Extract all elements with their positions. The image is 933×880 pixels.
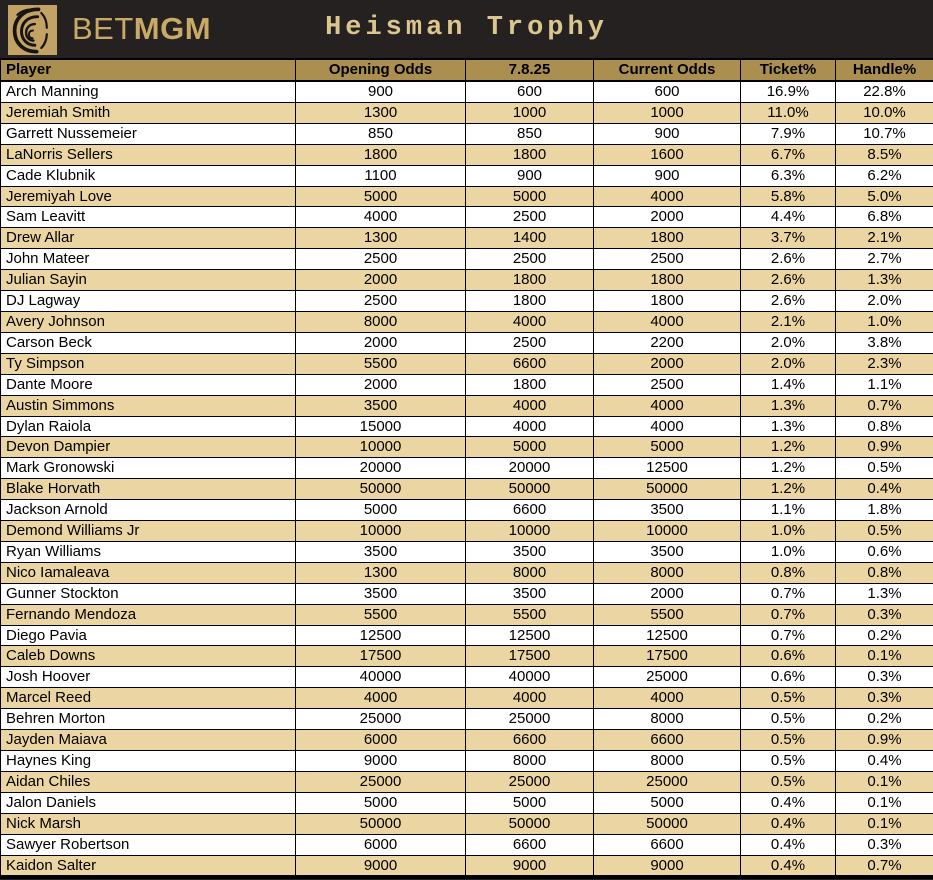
handle-pct-cell: 3.8% xyxy=(836,332,933,353)
handle-pct-cell: 0.3% xyxy=(836,667,933,688)
player-name-cell: Devon Dampier xyxy=(1,437,296,458)
ticket-pct-cell: 5.8% xyxy=(741,186,836,207)
handle-pct-cell: 0.7% xyxy=(836,855,933,876)
ticket-pct-cell: 1.0% xyxy=(741,521,836,542)
opening-odds-cell: 2000 xyxy=(296,374,466,395)
handle-pct-cell: 0.3% xyxy=(836,688,933,709)
opening-odds-cell: 2500 xyxy=(296,249,466,270)
opening-odds-cell: 3500 xyxy=(296,395,466,416)
table-row xyxy=(1,144,933,165)
betmgm-wordmark xyxy=(72,0,211,58)
opening-odds-cell: 12500 xyxy=(296,625,466,646)
mid-odds-cell: 850 xyxy=(466,123,594,144)
handle-pct-cell: 0.4% xyxy=(836,479,933,500)
ticket-pct-cell: 3.7% xyxy=(741,228,836,249)
ticket-pct-cell: 2.1% xyxy=(741,311,836,332)
current-odds-cell: 25000 xyxy=(594,667,741,688)
current-odds-cell: 8000 xyxy=(594,751,741,772)
mid-odds-cell: 17500 xyxy=(466,646,594,667)
handle-pct-cell: 0.3% xyxy=(836,834,933,855)
table-row xyxy=(1,688,933,709)
opening-odds-cell: 9000 xyxy=(296,751,466,772)
bottom-border xyxy=(0,876,933,879)
ticket-pct-cell: 6.7% xyxy=(741,144,836,165)
table-row xyxy=(1,228,933,249)
table-row xyxy=(1,249,933,270)
ticket-pct-cell: 0.7% xyxy=(741,604,836,625)
mid-odds-cell: 1400 xyxy=(466,228,594,249)
current-odds-cell: 5000 xyxy=(594,437,741,458)
page-title: Heisman Trophy xyxy=(325,13,608,43)
mid-odds-cell: 4000 xyxy=(466,688,594,709)
column-header-handle-pct: Handle% xyxy=(836,59,933,81)
handle-pct-cell: 0.1% xyxy=(836,792,933,813)
table-row xyxy=(1,792,933,813)
column-header-current-odds: Current Odds xyxy=(594,59,741,81)
opening-odds-cell: 4000 xyxy=(296,207,466,228)
handle-pct-cell: 6.8% xyxy=(836,207,933,228)
ticket-pct-cell: 1.2% xyxy=(741,437,836,458)
current-odds-cell: 2200 xyxy=(594,332,741,353)
handle-pct-cell: 0.9% xyxy=(836,730,933,751)
player-name-cell: Fernando Mendoza xyxy=(1,604,296,625)
ticket-pct-cell: 0.5% xyxy=(741,771,836,792)
table-row xyxy=(1,583,933,604)
player-name-cell: Jayden Maiava xyxy=(1,730,296,751)
table-row xyxy=(1,771,933,792)
opening-odds-cell: 3500 xyxy=(296,541,466,562)
ticket-pct-cell: 1.4% xyxy=(741,374,836,395)
player-name-cell: Marcel Reed xyxy=(1,688,296,709)
player-name-cell: Gunner Stockton xyxy=(1,583,296,604)
current-odds-cell: 4000 xyxy=(594,186,741,207)
wordmark-mgm: MGM xyxy=(133,11,212,46)
mid-odds-cell: 1800 xyxy=(466,291,594,312)
ticket-pct-cell: 0.6% xyxy=(741,667,836,688)
opening-odds-cell: 2000 xyxy=(296,270,466,291)
ticket-pct-cell: 1.2% xyxy=(741,458,836,479)
handle-pct-cell: 10.0% xyxy=(836,102,933,123)
opening-odds-cell: 25000 xyxy=(296,709,466,730)
opening-odds-cell: 5000 xyxy=(296,186,466,207)
opening-odds-cell: 900 xyxy=(296,81,466,102)
opening-odds-cell: 850 xyxy=(296,123,466,144)
handle-pct-cell: 0.6% xyxy=(836,541,933,562)
mid-odds-cell: 4000 xyxy=(466,311,594,332)
opening-odds-cell: 1300 xyxy=(296,228,466,249)
ticket-pct-cell: 0.5% xyxy=(741,709,836,730)
table-row xyxy=(1,646,933,667)
handle-pct-cell: 0.3% xyxy=(836,604,933,625)
handle-pct-cell: 1.8% xyxy=(836,500,933,521)
mid-odds-cell: 8000 xyxy=(466,562,594,583)
table-row xyxy=(1,458,933,479)
opening-odds-cell: 5500 xyxy=(296,353,466,374)
table-row xyxy=(1,604,933,625)
ticket-pct-cell: 0.4% xyxy=(741,813,836,834)
handle-pct-cell: 2.0% xyxy=(836,291,933,312)
player-name-cell: Nico Iamaleava xyxy=(1,562,296,583)
handle-pct-cell: 0.2% xyxy=(836,709,933,730)
player-name-cell: Julian Sayin xyxy=(1,270,296,291)
opening-odds-cell: 50000 xyxy=(296,813,466,834)
current-odds-cell: 1600 xyxy=(594,144,741,165)
mid-odds-cell: 6600 xyxy=(466,730,594,751)
handle-pct-cell: 8.5% xyxy=(836,144,933,165)
handle-pct-cell: 22.8% xyxy=(836,81,933,102)
handle-pct-cell: 0.1% xyxy=(836,771,933,792)
player-name-cell: Jalon Daniels xyxy=(1,792,296,813)
opening-odds-cell: 25000 xyxy=(296,771,466,792)
column-header-mid-odds: 7.8.25 xyxy=(466,59,594,81)
table-row xyxy=(1,186,933,207)
table-row xyxy=(1,332,933,353)
handle-pct-cell: 2.7% xyxy=(836,249,933,270)
mid-odds-cell: 4000 xyxy=(466,416,594,437)
opening-odds-cell: 17500 xyxy=(296,646,466,667)
ticket-pct-cell: 11.0% xyxy=(741,102,836,123)
current-odds-cell: 25000 xyxy=(594,771,741,792)
ticket-pct-cell: 4.4% xyxy=(741,207,836,228)
current-odds-cell: 3500 xyxy=(594,541,741,562)
column-header-player: Player xyxy=(1,59,296,81)
ticket-pct-cell: 0.6% xyxy=(741,646,836,667)
table-row xyxy=(1,813,933,834)
handle-pct-cell: 1.3% xyxy=(836,270,933,291)
current-odds-cell: 5500 xyxy=(594,604,741,625)
current-odds-cell: 1800 xyxy=(594,228,741,249)
handle-pct-cell: 0.5% xyxy=(836,521,933,542)
current-odds-cell: 1800 xyxy=(594,270,741,291)
current-odds-cell: 6600 xyxy=(594,834,741,855)
opening-odds-cell: 20000 xyxy=(296,458,466,479)
handle-pct-cell: 1.1% xyxy=(836,374,933,395)
mid-odds-cell: 1800 xyxy=(466,144,594,165)
current-odds-cell: 900 xyxy=(594,165,741,186)
mid-odds-cell: 10000 xyxy=(466,521,594,542)
ticket-pct-cell: 1.3% xyxy=(741,395,836,416)
ticket-pct-cell: 6.3% xyxy=(741,165,836,186)
player-name-cell: Nick Marsh xyxy=(1,813,296,834)
ticket-pct-cell: 2.0% xyxy=(741,353,836,374)
ticket-pct-cell: 16.9% xyxy=(741,81,836,102)
opening-odds-cell: 6000 xyxy=(296,834,466,855)
table-row xyxy=(1,479,933,500)
ticket-pct-cell: 2.6% xyxy=(741,291,836,312)
current-odds-cell: 4000 xyxy=(594,688,741,709)
current-odds-cell: 4000 xyxy=(594,416,741,437)
player-name-cell: Cade Klubnik xyxy=(1,165,296,186)
handle-pct-cell: 0.1% xyxy=(836,646,933,667)
opening-odds-cell: 5000 xyxy=(296,792,466,813)
player-name-cell: Blake Horvath xyxy=(1,479,296,500)
mid-odds-cell: 8000 xyxy=(466,751,594,772)
player-name-cell: Haynes King xyxy=(1,751,296,772)
player-name-cell: Jeremiyah Love xyxy=(1,186,296,207)
mid-odds-cell: 9000 xyxy=(466,855,594,876)
opening-odds-cell: 10000 xyxy=(296,437,466,458)
table-header-row xyxy=(1,59,933,81)
table-row xyxy=(1,81,933,102)
ticket-pct-cell: 1.1% xyxy=(741,500,836,521)
opening-odds-cell: 1100 xyxy=(296,165,466,186)
heisman-odds-table xyxy=(0,58,933,876)
mid-odds-cell: 25000 xyxy=(466,709,594,730)
opening-odds-cell: 15000 xyxy=(296,416,466,437)
current-odds-cell: 3500 xyxy=(594,500,741,521)
ticket-pct-cell: 0.7% xyxy=(741,625,836,646)
table-row xyxy=(1,500,933,521)
mid-odds-cell: 3500 xyxy=(466,583,594,604)
table-row xyxy=(1,353,933,374)
current-odds-cell: 2500 xyxy=(594,249,741,270)
mid-odds-cell: 4000 xyxy=(466,395,594,416)
table-body xyxy=(1,81,933,876)
opening-odds-cell: 8000 xyxy=(296,311,466,332)
ticket-pct-cell: 2.0% xyxy=(741,332,836,353)
current-odds-cell: 12500 xyxy=(594,458,741,479)
mid-odds-cell: 6600 xyxy=(466,500,594,521)
player-name-cell: Dylan Raiola xyxy=(1,416,296,437)
ticket-pct-cell: 2.6% xyxy=(741,249,836,270)
table-row xyxy=(1,270,933,291)
table-row xyxy=(1,625,933,646)
handle-pct-cell: 0.9% xyxy=(836,437,933,458)
current-odds-cell: 1000 xyxy=(594,102,741,123)
handle-pct-cell: 6.2% xyxy=(836,165,933,186)
table-row xyxy=(1,311,933,332)
opening-odds-cell: 3500 xyxy=(296,583,466,604)
ticket-pct-cell: 1.3% xyxy=(741,416,836,437)
player-name-cell: Sawyer Robertson xyxy=(1,834,296,855)
opening-odds-cell: 9000 xyxy=(296,855,466,876)
current-odds-cell: 2500 xyxy=(594,374,741,395)
handle-pct-cell: 0.1% xyxy=(836,813,933,834)
mid-odds-cell: 3500 xyxy=(466,541,594,562)
player-name-cell: John Mateer xyxy=(1,249,296,270)
current-odds-cell: 8000 xyxy=(594,562,741,583)
opening-odds-cell: 2500 xyxy=(296,291,466,312)
player-name-cell: Garrett Nussemeier xyxy=(1,123,296,144)
handle-pct-cell: 0.8% xyxy=(836,562,933,583)
header-row xyxy=(1,59,933,81)
current-odds-cell: 50000 xyxy=(594,479,741,500)
opening-odds-cell: 1300 xyxy=(296,102,466,123)
ticket-pct-cell: 1.0% xyxy=(741,541,836,562)
current-odds-cell: 5000 xyxy=(594,792,741,813)
current-odds-cell: 9000 xyxy=(594,855,741,876)
ticket-pct-cell: 0.5% xyxy=(741,730,836,751)
table-row xyxy=(1,291,933,312)
table-row xyxy=(1,541,933,562)
ticket-pct-cell: 0.5% xyxy=(741,688,836,709)
current-odds-cell: 50000 xyxy=(594,813,741,834)
table-row xyxy=(1,437,933,458)
ticket-pct-cell: 0.8% xyxy=(741,562,836,583)
handle-pct-cell: 0.8% xyxy=(836,416,933,437)
player-name-cell: Dante Moore xyxy=(1,374,296,395)
player-name-cell: Demond Williams Jr xyxy=(1,521,296,542)
current-odds-cell: 17500 xyxy=(594,646,741,667)
current-odds-cell: 2000 xyxy=(594,207,741,228)
handle-pct-cell: 2.3% xyxy=(836,353,933,374)
mid-odds-cell: 1000 xyxy=(466,102,594,123)
player-name-cell: Caleb Downs xyxy=(1,646,296,667)
player-name-cell: Ryan Williams xyxy=(1,541,296,562)
handle-pct-cell: 2.1% xyxy=(836,228,933,249)
ticket-pct-cell: 0.4% xyxy=(741,834,836,855)
current-odds-cell: 600 xyxy=(594,81,741,102)
column-header-opening-odds: Opening Odds xyxy=(296,59,466,81)
current-odds-cell: 4000 xyxy=(594,395,741,416)
opening-odds-cell: 5000 xyxy=(296,500,466,521)
table-row xyxy=(1,562,933,583)
current-odds-cell: 6600 xyxy=(594,730,741,751)
current-odds-cell: 12500 xyxy=(594,625,741,646)
table-row xyxy=(1,730,933,751)
ticket-pct-cell: 0.5% xyxy=(741,751,836,772)
current-odds-cell: 1800 xyxy=(594,291,741,312)
table-row xyxy=(1,834,933,855)
mid-odds-cell: 900 xyxy=(466,165,594,186)
player-name-cell: Sam Leavitt xyxy=(1,207,296,228)
opening-odds-cell: 1800 xyxy=(296,144,466,165)
current-odds-cell: 2000 xyxy=(594,353,741,374)
player-name-cell: Josh Hoover xyxy=(1,667,296,688)
column-header-ticket-pct: Ticket% xyxy=(741,59,836,81)
player-name-cell: Arch Manning xyxy=(1,81,296,102)
handle-pct-cell: 1.3% xyxy=(836,583,933,604)
handle-pct-cell: 1.0% xyxy=(836,311,933,332)
table-row xyxy=(1,521,933,542)
table-row xyxy=(1,709,933,730)
opening-odds-cell: 5500 xyxy=(296,604,466,625)
ticket-pct-cell: 0.4% xyxy=(741,792,836,813)
player-name-cell: Diego Pavia xyxy=(1,625,296,646)
mid-odds-cell: 600 xyxy=(466,81,594,102)
table-row xyxy=(1,751,933,772)
player-name-cell: LaNorris Sellers xyxy=(1,144,296,165)
mid-odds-cell: 5000 xyxy=(466,792,594,813)
opening-odds-cell: 2000 xyxy=(296,332,466,353)
player-name-cell: Kaidon Salter xyxy=(1,855,296,876)
mid-odds-cell: 25000 xyxy=(466,771,594,792)
mid-odds-cell: 50000 xyxy=(466,813,594,834)
player-name-cell: DJ Lagway xyxy=(1,291,296,312)
current-odds-cell: 2000 xyxy=(594,583,741,604)
opening-odds-cell: 1300 xyxy=(296,562,466,583)
wordmark-bet: BET xyxy=(72,11,134,46)
mid-odds-cell: 2500 xyxy=(466,207,594,228)
mid-odds-cell: 2500 xyxy=(466,249,594,270)
ticket-pct-cell: 0.7% xyxy=(741,583,836,604)
current-odds-cell: 10000 xyxy=(594,521,741,542)
opening-odds-cell: 40000 xyxy=(296,667,466,688)
opening-odds-cell: 4000 xyxy=(296,688,466,709)
ticket-pct-cell: 7.9% xyxy=(741,123,836,144)
mid-odds-cell: 5000 xyxy=(466,186,594,207)
table-row xyxy=(1,102,933,123)
player-name-cell: Ty Simpson xyxy=(1,353,296,374)
ticket-pct-cell: 0.4% xyxy=(741,855,836,876)
player-name-cell: Behren Morton xyxy=(1,709,296,730)
mid-odds-cell: 12500 xyxy=(466,625,594,646)
mid-odds-cell: 50000 xyxy=(466,479,594,500)
mid-odds-cell: 40000 xyxy=(466,667,594,688)
handle-pct-cell: 10.7% xyxy=(836,123,933,144)
current-odds-cell: 4000 xyxy=(594,311,741,332)
brand-header xyxy=(0,0,933,58)
mid-odds-cell: 1800 xyxy=(466,374,594,395)
table-row xyxy=(1,374,933,395)
mid-odds-cell: 20000 xyxy=(466,458,594,479)
player-name-cell: Carson Beck xyxy=(1,332,296,353)
opening-odds-cell: 10000 xyxy=(296,521,466,542)
player-name-cell: Jackson Arnold xyxy=(1,500,296,521)
handle-pct-cell: 5.0% xyxy=(836,186,933,207)
mid-odds-cell: 1800 xyxy=(466,270,594,291)
handle-pct-cell: 0.4% xyxy=(836,751,933,772)
opening-odds-cell: 50000 xyxy=(296,479,466,500)
player-name-cell: Avery Johnson xyxy=(1,311,296,332)
handle-pct-cell: 0.2% xyxy=(836,625,933,646)
player-name-cell: Jeremiah Smith xyxy=(1,102,296,123)
handle-pct-cell: 0.7% xyxy=(836,395,933,416)
table-row xyxy=(1,667,933,688)
ticket-pct-cell: 2.6% xyxy=(741,270,836,291)
ticket-pct-cell: 1.2% xyxy=(741,479,836,500)
player-name-cell: Mark Gronowski xyxy=(1,458,296,479)
table-row xyxy=(1,123,933,144)
opening-odds-cell: 6000 xyxy=(296,730,466,751)
mid-odds-cell: 6600 xyxy=(466,834,594,855)
current-odds-cell: 8000 xyxy=(594,709,741,730)
player-name-cell: Drew Allar xyxy=(1,228,296,249)
mid-odds-cell: 2500 xyxy=(466,332,594,353)
mid-odds-cell: 6600 xyxy=(466,353,594,374)
player-name-cell: Austin Simmons xyxy=(1,395,296,416)
table-row xyxy=(1,855,933,876)
player-name-cell: Aidan Chiles xyxy=(1,771,296,792)
table-row xyxy=(1,165,933,186)
mid-odds-cell: 5000 xyxy=(466,437,594,458)
handle-pct-cell: 0.5% xyxy=(836,458,933,479)
mid-odds-cell: 5500 xyxy=(466,604,594,625)
table-row xyxy=(1,395,933,416)
table-row xyxy=(1,207,933,228)
current-odds-cell: 900 xyxy=(594,123,741,144)
table-row xyxy=(1,416,933,437)
